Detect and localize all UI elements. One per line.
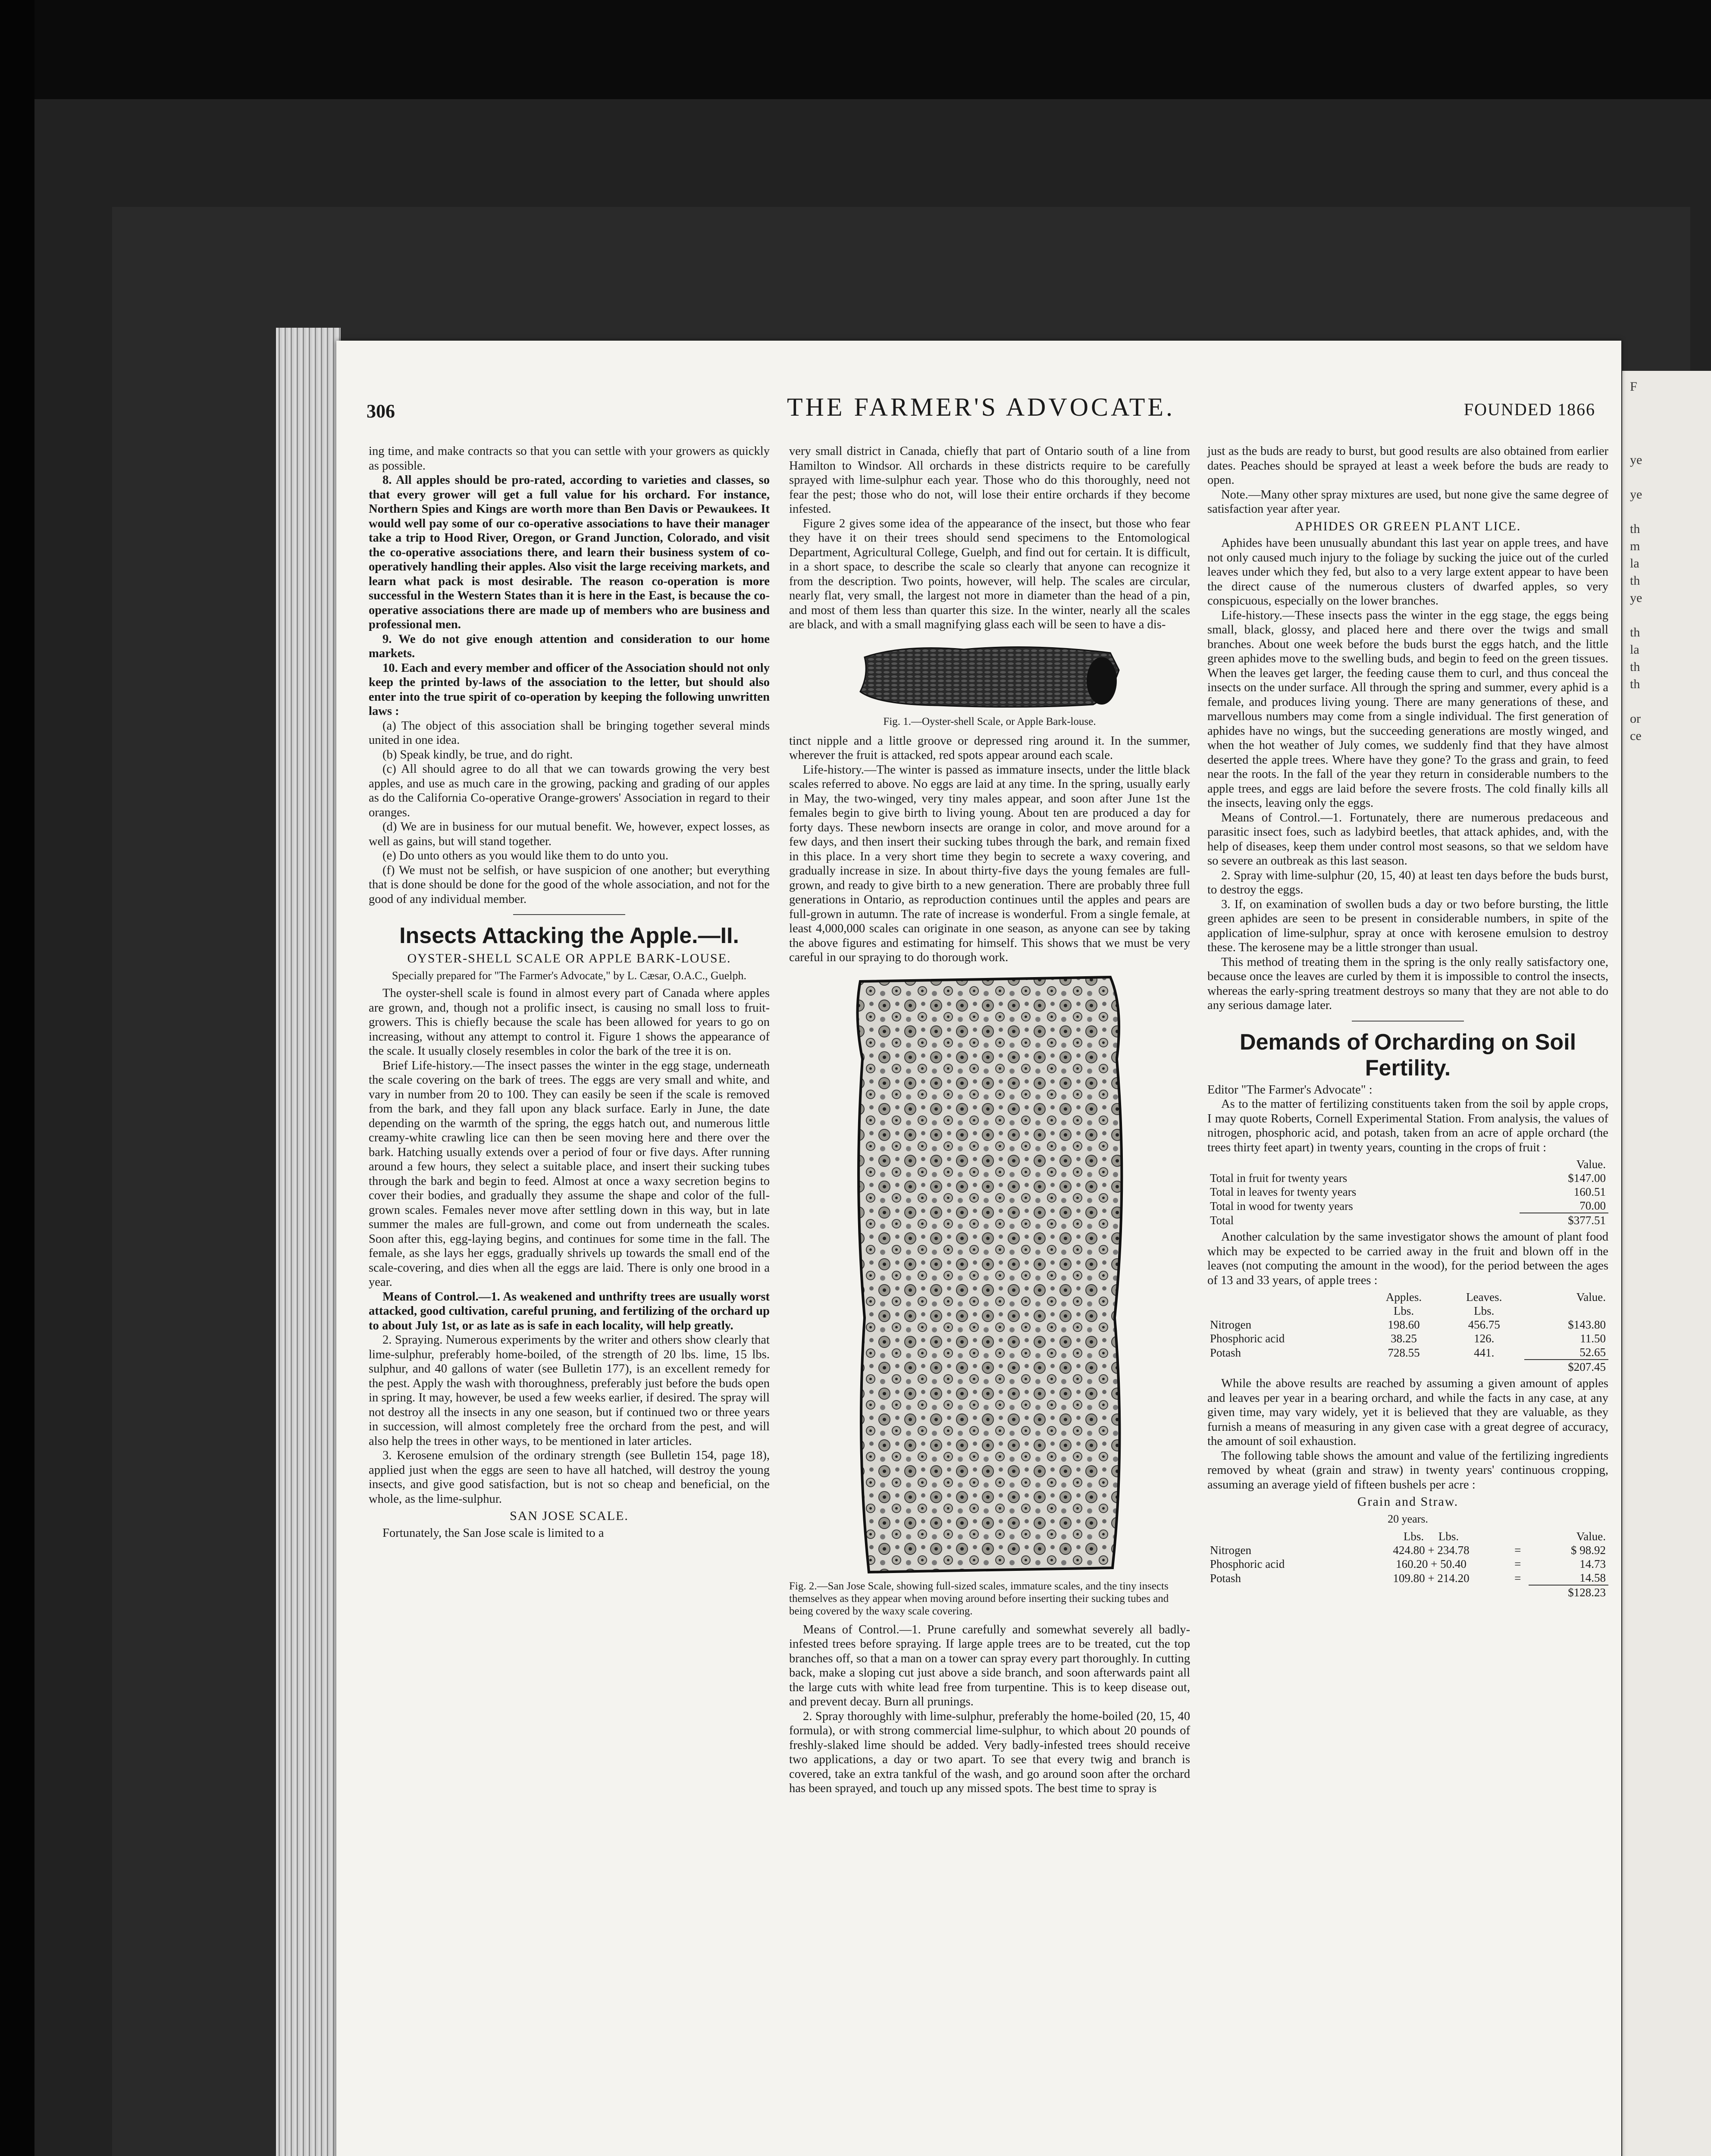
- paragraph: (a) The object of this association shall be bringing together several minds united in one idea.: [369, 719, 770, 747]
- paragraph: Means of Control.—1. Fortunately, there are numerous predaceous and parasitic insect foes, such as ladybird beetles, that attack aphides, and, with the help of diseases, keep them under control most seasons, so that we seldom have so severe an outbreak as this last season.: [1207, 811, 1608, 868]
- masthead: THE FARMER'S ADVOCATE.: [787, 393, 1175, 421]
- paragraph: 10. Each and every member and officer of the Association should not only keep the printed by-laws of the association to the letter, but should also enter into the true spirit of co-operation by keeping the following unwritten laws :: [369, 661, 770, 718]
- page-header: [367, 392, 1595, 423]
- section-rule: [1352, 1021, 1464, 1022]
- paragraph: As to the matter of fertilizing constituents taken from the soil by apple crops, I may quote Roberts, Cornell Experimental Station. From analysis, the values of nitrogen, phosphoric acid, and potash, taken from an acre of apple orchard (the trees thirty feet apart) in twenty years, counting in the crops of fruit :: [1207, 1097, 1608, 1154]
- book-page-edges: [276, 328, 341, 2156]
- column-2: [789, 444, 1190, 1796]
- section-subheading: SAN JOSE SCALE.: [510, 1509, 629, 1523]
- column-1: [369, 444, 770, 1540]
- article-heading: Demands of Orcharding on Soil Fertility.: [1239, 1029, 1576, 1081]
- table-title: Grain and Straw.: [1357, 1495, 1459, 1509]
- newspaper-page: [336, 341, 1621, 2156]
- paragraph: 2. Spraying. Numerous experiments by the writer and others show clearly that lime-sulphur, preferably home-boiled, of the strength of 20 lbs. lime, 15 lbs. sulphur, and 40 gallons of water (see Bulletin 177), is an excellent remedy for the pest. Apply the wash with thoroughness, preferably just before the buds open in spring. It may, however, be used a few weeks earlier, if desired. The spray will not destroy all the insects in any one season, but if continued two or three years in succession, will almost completely free the orchard from the pest, and will also help the trees in other ways, to be mentioned in later articles.: [369, 1333, 770, 1448]
- table-total-row: $128.23: [1207, 1585, 1608, 1599]
- table-header-row: Apples. Leaves. Value.: [1385, 1291, 1606, 1304]
- plant-food-table: [1207, 1290, 1608, 1374]
- next-page-fragment: ye: [1630, 487, 1642, 501]
- microfilm-border-top: [0, 0, 1711, 99]
- paragraph: Fortunately, the San Jose scale is limited to a: [382, 1526, 604, 1540]
- paragraph: While the above results are reached by assuming a given amount of apples and leaves per year in a bearing orchard, and while the facts in any case, at any given time, may vary widely, yet it is believed that they are valuable, as they furnish a means of measuring in any given case with a great degree of accuracy, the amount of soil exhaustion.: [1207, 1377, 1608, 1448]
- figure-2-caption: Fig. 2.—San Jose Scale, showing full-sized scales, immature scales, and the tiny insects themselves as they appear when moving around before inserting their sucking tubes and being covered by the waxy scale covering.: [789, 1580, 1169, 1617]
- paragraph: (b) Speak kindly, be true, and do right.: [382, 748, 573, 761]
- wheat-table: [1207, 1529, 1608, 1599]
- paragraph: (f) We must not be selfish, or have suspicion of one another; but everything that is done should be done for the good of the whole association, and not for the good of any individual member.: [369, 863, 770, 906]
- table-row: Nitrogen 424.80 + 234.78 = $ 98.92: [1210, 1544, 1606, 1557]
- figure-2-san-jose-scale-illustration: [852, 973, 1128, 1576]
- paragraph: Note.—Many other spray mixtures are used, but none give the same degree of satisfaction year after year.: [1207, 488, 1608, 516]
- table-row: Potash 728.55 441. 52.65: [1210, 1346, 1606, 1359]
- founded-label: FOUNDED 1866: [1463, 400, 1595, 419]
- column-3: [1207, 444, 1608, 1602]
- paragraph: The following table shows the amount and value of the fertilizing ingredients removed by wheat (grain and straw) in twenty years' continuous cropping, assuming an average yield of fifteen bushels per acre :: [1207, 1449, 1608, 1492]
- editor-salutation: Editor "The Farmer's Advocate" :: [1207, 1083, 1373, 1097]
- next-page-fragment: ye: [1630, 591, 1642, 605]
- next-page-fragment: th: [1630, 677, 1640, 691]
- paragraph: Means of Control.—1. As weakened and unthrifty trees are usually worst attacked, good cultivation, careful pruning, and fertilizing of the orchard up to about July 1st, or as late as is safe in each locality, will help greatly.: [369, 1290, 770, 1332]
- paragraph: ing time, and make contracts so that you can settle with your growers as quickly as possible.: [369, 445, 770, 473]
- paragraph: very small district in Canada, chiefly that part of Ontario south of a line from Hamilton to Windsor. All orchards in these districts require to be carefully sprayed with lime-sulphur each year. Those who do this thoroughly, need not fear the pest; those who do not, will lose their entire orchards if they become infested.: [789, 445, 1190, 516]
- paragraph: (c) All should agree to do all that we can towards growing the very best apples, and use as much care in the growing, packing and grading of our apples as do the California Co-operative Orange-growers' Association in regard to their oranges.: [369, 762, 770, 819]
- section-subheading: APHIDES OR GREEN PLANT LICE.: [1294, 519, 1521, 533]
- table-units-row: Lbs. Lbs.: [1393, 1304, 1495, 1317]
- fertility-value-table: [1207, 1157, 1608, 1227]
- table-total-row: $207.45: [1207, 1360, 1608, 1374]
- section-rule: [513, 914, 625, 915]
- paragraph: (e) Do unto others as you would like them to do unto you.: [382, 849, 669, 862]
- paragraph: Brief Life-history.—The insect passes the winter in the egg stage, underneath the scale covering on the bark of trees. The eggs are very small and white, and vary in number from 20 to 100. They can easily be seen if the scale is removed from the bark, and they fall upon any black surface. Early in June, the date depending on the warmth of the spring, the eggs hatch out, and numerous little creamy-white crawling lice can then be seen moving here and there over the bark. Hatching usually extends over a period of four or five days. After running around a few hours, they select a suitable place, and insert their sucking tubes through the bark and begin to feed. Almost at once a waxy secretion begins to cover their bodies, and gradually they assume the shape and color of the full-grown scales. Females never move after settling down in this way, but in late summer the males are full-grown, and come out from underneath the scales. Soon after this, egg-laying begins, and continues for some time in the fall. The female, as she lays her eggs, gradually shrivels up towards the small end of the scale-covering, and dies when all the eggs are laid. There is only one brood in a year.: [369, 1059, 770, 1289]
- figure-1-bark-illustration: [852, 640, 1128, 713]
- paragraph: 3. Kerosene emulsion of the ordinary strength (see Bulletin 154, page 18), applied just when the eggs are seen to have all hatched, will destroy the young insects, and give good satisfaction, but is not so cheap and beneficial, on the whole, as the lime-sulphur.: [369, 1449, 770, 1506]
- table-header-row: Lbs. Lbs. Value.: [1403, 1530, 1606, 1543]
- paragraph: 2. Spray thoroughly with lime-sulphur, preferably the home-boiled (20, 15, 40 formula), or with strong commercial lime-sulphur, to which about 20 pounds of freshly-slaked lime should be added. Very badly-infested trees should receive two applications, a day or two apart. To see that every twig and branch is covered, take an extra tankful of the wash, and go around soon after the orchard has been sprayed, and touch up any missed spots. The best time to spray is: [789, 1709, 1190, 1795]
- paragraph: Means of Control.—1. Prune carefully and somewhat severely all badly-infested trees before spraying. If large apple trees are to be treated, cut the top branches off, so that a man on a tower can spray every part thoroughly. In cutting back, make a sloping cut just above a side branch, and soon afterwards paint all the large cuts with white lead free from turpentine. This is to keep disease out, and prevent decay. Burn all prunings.: [789, 1623, 1190, 1708]
- table-row: Total in wood for twenty years 70.00: [1210, 1199, 1606, 1213]
- paragraph: Life-history.—The winter is passed as immature insects, under the little black scales referred to above. No eggs are laid at any time. In the spring, usually early in May, the two-winged, very tiny males appear, and soon after June 1st the females begin to give birth to living young. About ten are produced a day for forty days. These newborn insects are orange in color, and move around for a few days, and then insert their sucking tubes through the bark, and remain fixed in this place. In a very short time they begin to secrete a waxy covering, and gradually increase in size. In about thirty-five days the young females are full-grown, and ready to give birth to a new generation. There are probably three full generations in Ontario, as reproduction continues until the apples and pears are full-grown in autumn. The rate of increase is wonderful. From a single female, at least 4,000,000 scales can originate in one season, as anyone can see by taking the above figures and estimating for himself. This shows that we must be very careful in our spraying to do thorough work.: [789, 763, 1190, 964]
- article-heading: Insects Attacking the Apple.—II.: [399, 923, 739, 948]
- figure-1-caption: Fig. 1.—Oyster-shell Scale, or Apple Bark-louse.: [883, 715, 1096, 727]
- next-page-fragment: th: [1630, 660, 1640, 674]
- next-page-fragment: or: [1630, 711, 1641, 726]
- paragraph: Another calculation by the same investigator shows the amount of plant food which may be expected to be carried away in the fruit and blown off in the leaves (not computing the amount in the wood), for the period between the ages of 13 and 33 years, of apple trees :: [1207, 1230, 1608, 1287]
- next-page-strip: [1622, 371, 1711, 2156]
- next-page-fragment: m: [1630, 539, 1640, 553]
- table-row: Total in fruit for twenty years $147.00: [1210, 1172, 1606, 1185]
- paragraph: 3. If, on examination of swollen buds a day or two before bursting, the little green aphides are seen to be present in considerable numbers, in spite of the application of lime-sulphur, spray at once with kerosene emulsion to destroy these. The kerosene may be a little stronger than usual.: [1207, 897, 1608, 954]
- table-row: Nitrogen 198.60 456.75 $143.80: [1210, 1318, 1606, 1331]
- paragraph: just as the buds are ready to burst, but good results are also obtained from earlier dates. Peaches should be sprayed at least a week before the buds are ready to open.: [1207, 445, 1608, 487]
- paragraph: The oyster-shell scale is found in almost every part of Canada where apples are grown, and, though not a prolific insect, is causing no small loss to fruit-growers. This is chiefly because the scale has been allowed for years to go on increasing, without any attempt to control it. Figure 1 shows the appearance of the scale. It usually closely resembles in color the bark of the tree it is on.: [369, 987, 770, 1058]
- table-row: Phosphoric acid 160.20 + 50.40 = 14.73: [1210, 1557, 1606, 1570]
- next-page-fragment: la: [1630, 556, 1639, 570]
- next-page-fragment: th: [1630, 573, 1640, 588]
- next-page-fragment: la: [1630, 642, 1639, 657]
- paragraph: 8. All apples should be pro-rated, according to varieties and classes, so that every grower will get a full value for his orchard. For instance, Northern Spies and Kings are worth more than Ben Davis or Pewaukees. It would well pay some of our co-operative associations to have their manager take a trip to Hood River, Oregon, or Grand Junction, Colorado, and visit the co-operative associations there, and learn their business system of co-operatively handling their apples. Also visit the large receiving markets, and learn what pack is most desirable. The reason co-operation is more successful in the Western States than it is here in the East, is because the co-operative associations there are made up of members who are business and professional men.: [369, 473, 770, 631]
- page-number: 306: [367, 401, 395, 422]
- paragraph: Aphides have been unusually abundant this last year on apple trees, and have not only caused much injury to the foliage by sucking the juice out of the curled leaves under which they fed, but also to a very large extent appear to have been the direct cause of the numerous clusters of dwarfed apples, so very conspicuous, especially on the lower branches.: [1207, 536, 1608, 608]
- table-header: Value.: [1576, 1158, 1606, 1171]
- paragraph: 9. We do not give enough attention and consideration to our home markets.: [369, 632, 770, 660]
- table-subtitle: 20 years.: [1388, 1512, 1428, 1525]
- paragraph: tinct nipple and a little groove or depressed ring around it. In the summer, wherever the fruit is attacked, red spots appear around each scale.: [789, 734, 1190, 762]
- table-total-row: Total $377.51: [1207, 1213, 1608, 1227]
- byline: Specially prepared for "The Farmer's Advocate," by L. Cæsar, O.A.C., Guelph.: [392, 969, 746, 982]
- next-page-fragment: ce: [1630, 729, 1642, 743]
- paragraph: This method of treating them in the spring is the only really satisfactory one, because once the leaves are curled by them it is impossible to control the insects, whereas the early-spring treatment destroys so many that they are not able to do any serious damage later.: [1207, 955, 1608, 1012]
- next-page-fragment: ye: [1630, 453, 1642, 467]
- paragraph: (d) We are in business for our mutual benefit. We, however, expect losses, as well as gains, but will stand together.: [369, 820, 770, 848]
- microfilm-border-left: [0, 0, 34, 2156]
- paragraph: Life-history.—These insects pass the winter in the egg stage, the eggs being small, black, glossy, and placed here and there over the twigs and small branches. About one week before the buds burst the eggs hatch, and the little green aphides move to the swelling buds, and begin to feed on the green tissues. When the leaves get larger, the feeding cause them to curl, and thus conceal the insects on the under surface. All through the spring and summer, every aphid is a female, and produces living young. There are many generations of these, and marvellous numbers may come from a single individual. The first generation of aphides have no wings, but the succeeding generations are mostly winged, and when the hot weather of July comes, we suddenly find that they have almost deserted the apple trees. Where have they gone? To the grass and grain, to feed near the roots. In the fall of the year they return in considerable numbers to the apple trees, and eggs are laid before the severe frosts. The cold finally kills all the insects, leaving only the eggs.: [1207, 608, 1608, 810]
- paragraph: Figure 2 gives some idea of the appearance of the insect, but those who fear they have it on their trees should send specimens to the Entomological Department, Agricultural College, Guelph, and find out for certain. It is difficult, in a short space, to describe the scale so clearly that anyone can recognize it from the description. Two points, however, will help. The scales are circular, nearly flat, very small, the largest not more in diameter than the head of a pin, and most of them less than quarter this size. In the winter, nearly all the scales are black, and with a small magnifying glass each will be seen to have a dis-: [789, 517, 1190, 631]
- article-subheading: OYSTER-SHELL SCALE OR APPLE BARK-LOUSE.: [407, 951, 731, 965]
- next-page-fragment: th: [1630, 625, 1640, 639]
- table-row: Phosphoric acid 38.25 126. 11.50: [1210, 1332, 1606, 1345]
- table-row: Potash 109.80 + 214.20 = 14.58: [1210, 1571, 1606, 1585]
- next-page-fragment: th: [1630, 522, 1640, 536]
- table-row: Total in leaves for twenty years 160.51: [1210, 1185, 1606, 1198]
- next-page-fragment: F: [1630, 379, 1637, 394]
- paragraph: 2. Spray with lime-sulphur (20, 15, 40) at least ten days before the buds burst, to destroy the eggs.: [1207, 868, 1608, 896]
